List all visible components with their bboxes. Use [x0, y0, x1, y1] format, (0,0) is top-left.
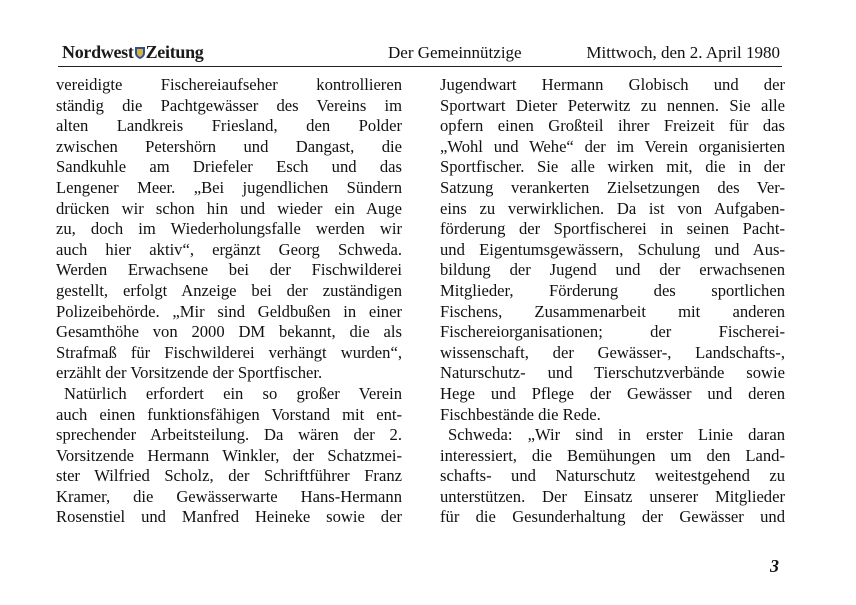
section-title: Der Gemeinnützige [388, 43, 522, 62]
text-line: Sandkuhle am Driefeler Esch und das [56, 157, 402, 177]
text-line: unterstützen. Der Einsatz unserer Mitglieder [440, 486, 785, 506]
text-line: Satzung verankerten Zielsetzungen des Ver- [440, 177, 785, 197]
text-line: förderung der Sportfischerei in seinen Pacht- [440, 219, 785, 239]
text-line: Mitglieder, Förderung des sportlichen [440, 280, 785, 300]
text-line: Schweda: „Wir sind in erster Linie daran [448, 425, 785, 445]
text-line: Jugendwart Hermann Globisch und der [440, 75, 785, 94]
text-line: Naturschutz- und Tierschutzverbände sowie [440, 363, 785, 383]
text-line: wissenschaft, der Gewässer-, Landschafts-, [440, 342, 785, 362]
text-line: Werden Erwachsene bei der Fischwilderei [56, 260, 402, 280]
text-line: Polizeibehörde. „Mir sind Geldbußen in einer [56, 301, 402, 321]
text-line: Vorsitzende Hermann Winkler, der Schatzmei- [56, 445, 402, 465]
text-line: vereidigte Fischereiaufseher kontrollieren [56, 75, 402, 94]
page-number: 3 [770, 556, 779, 576]
right-text-column [440, 75, 785, 528]
text-line: ständig die Pachtgewässer des Vereins im [56, 95, 402, 115]
text-line: Sportfischer. Sie alle wirken mit, die in der [440, 157, 785, 177]
text-line: eins zu verwirklichen. Da ist von Aufgaben- [440, 198, 785, 218]
text-line: interessiert, die Bemühungen um den Land- [440, 445, 785, 465]
text-line: sprechender Arbeitsteilung. Da wären der 2. [56, 425, 402, 445]
text-line: Fischens, Zusammenarbeit mit anderen [440, 301, 785, 321]
text-line: auch einen funktionsfähigen Vorstand mit ent- [56, 404, 402, 424]
text-line: erzählt der Vorsitzende der Sportfischer. [56, 363, 323, 383]
text-line: Kramer, die Gewässerwarte Hans-Hermann [56, 486, 402, 506]
text-line: und Eigentumsgewässern, Schulung und Aus- [440, 239, 785, 259]
text-line: Lengener Meer. „Bei jugendlichen Sündern [56, 177, 402, 197]
issue-date: Mittwoch, den 2. April 1980 [586, 43, 780, 62]
text-line: Gesamthöhe von 2000 DM bekannt, die als [56, 322, 402, 342]
logo-text-nordwest: Nordwest [62, 42, 134, 62]
text-line: bildung der Jugend und der erwachsenen [440, 260, 785, 280]
text-line: zu, doch im Wiederholungsfalle werden wir [56, 219, 402, 239]
logo-text-zeitung: Zeitung [145, 42, 204, 62]
text-line: drücken wir schon hin und wieder ein Auge [56, 198, 402, 218]
left-text-column [56, 75, 402, 528]
text-line: ster Wilfried Scholz, der Schriftführer Franz [56, 466, 402, 486]
text-line: „Wohl und Wehe“ der im Verein organisierten [440, 136, 785, 156]
text-line: Strafmaß für Fischwilderei verhängt wurden“, [56, 342, 402, 362]
text-line: gestellt, erfolgt Anzeige bei der zuständigen [56, 280, 402, 300]
text-line: opfern einen Großteil ihrer Freizeit für das [440, 116, 785, 136]
text-line: auch hier aktiv“, ergänzt Georg Schweda. [56, 239, 402, 259]
text-line: Hege und Pflege der Gewässer und deren [440, 383, 785, 403]
text-line: für die Gesunderhaltung der Gewässer und [440, 507, 785, 527]
text-line: Fischbestände die Rede. [440, 404, 601, 424]
page-header [58, 40, 782, 67]
text-line: schafts- und Naturschutz weitestgehend zu [440, 466, 785, 486]
text-line: Natürlich erfordert ein so großer Verein [64, 383, 402, 403]
text-line: Rosenstiel und Manfred Heineke sowie der [56, 507, 402, 527]
text-line: alten Landkreis Friesland, den Polder [56, 116, 402, 136]
text-line: Fischereiorganisationen; der Fischerei- [440, 322, 785, 342]
text-line: Sportwart Dieter Peterwitz zu nennen. Sie alle [440, 95, 785, 115]
text-line: zwischen Petershörn und Dangast, die [56, 136, 402, 156]
newspaper-logo [62, 42, 204, 63]
crest-icon [135, 43, 145, 55]
